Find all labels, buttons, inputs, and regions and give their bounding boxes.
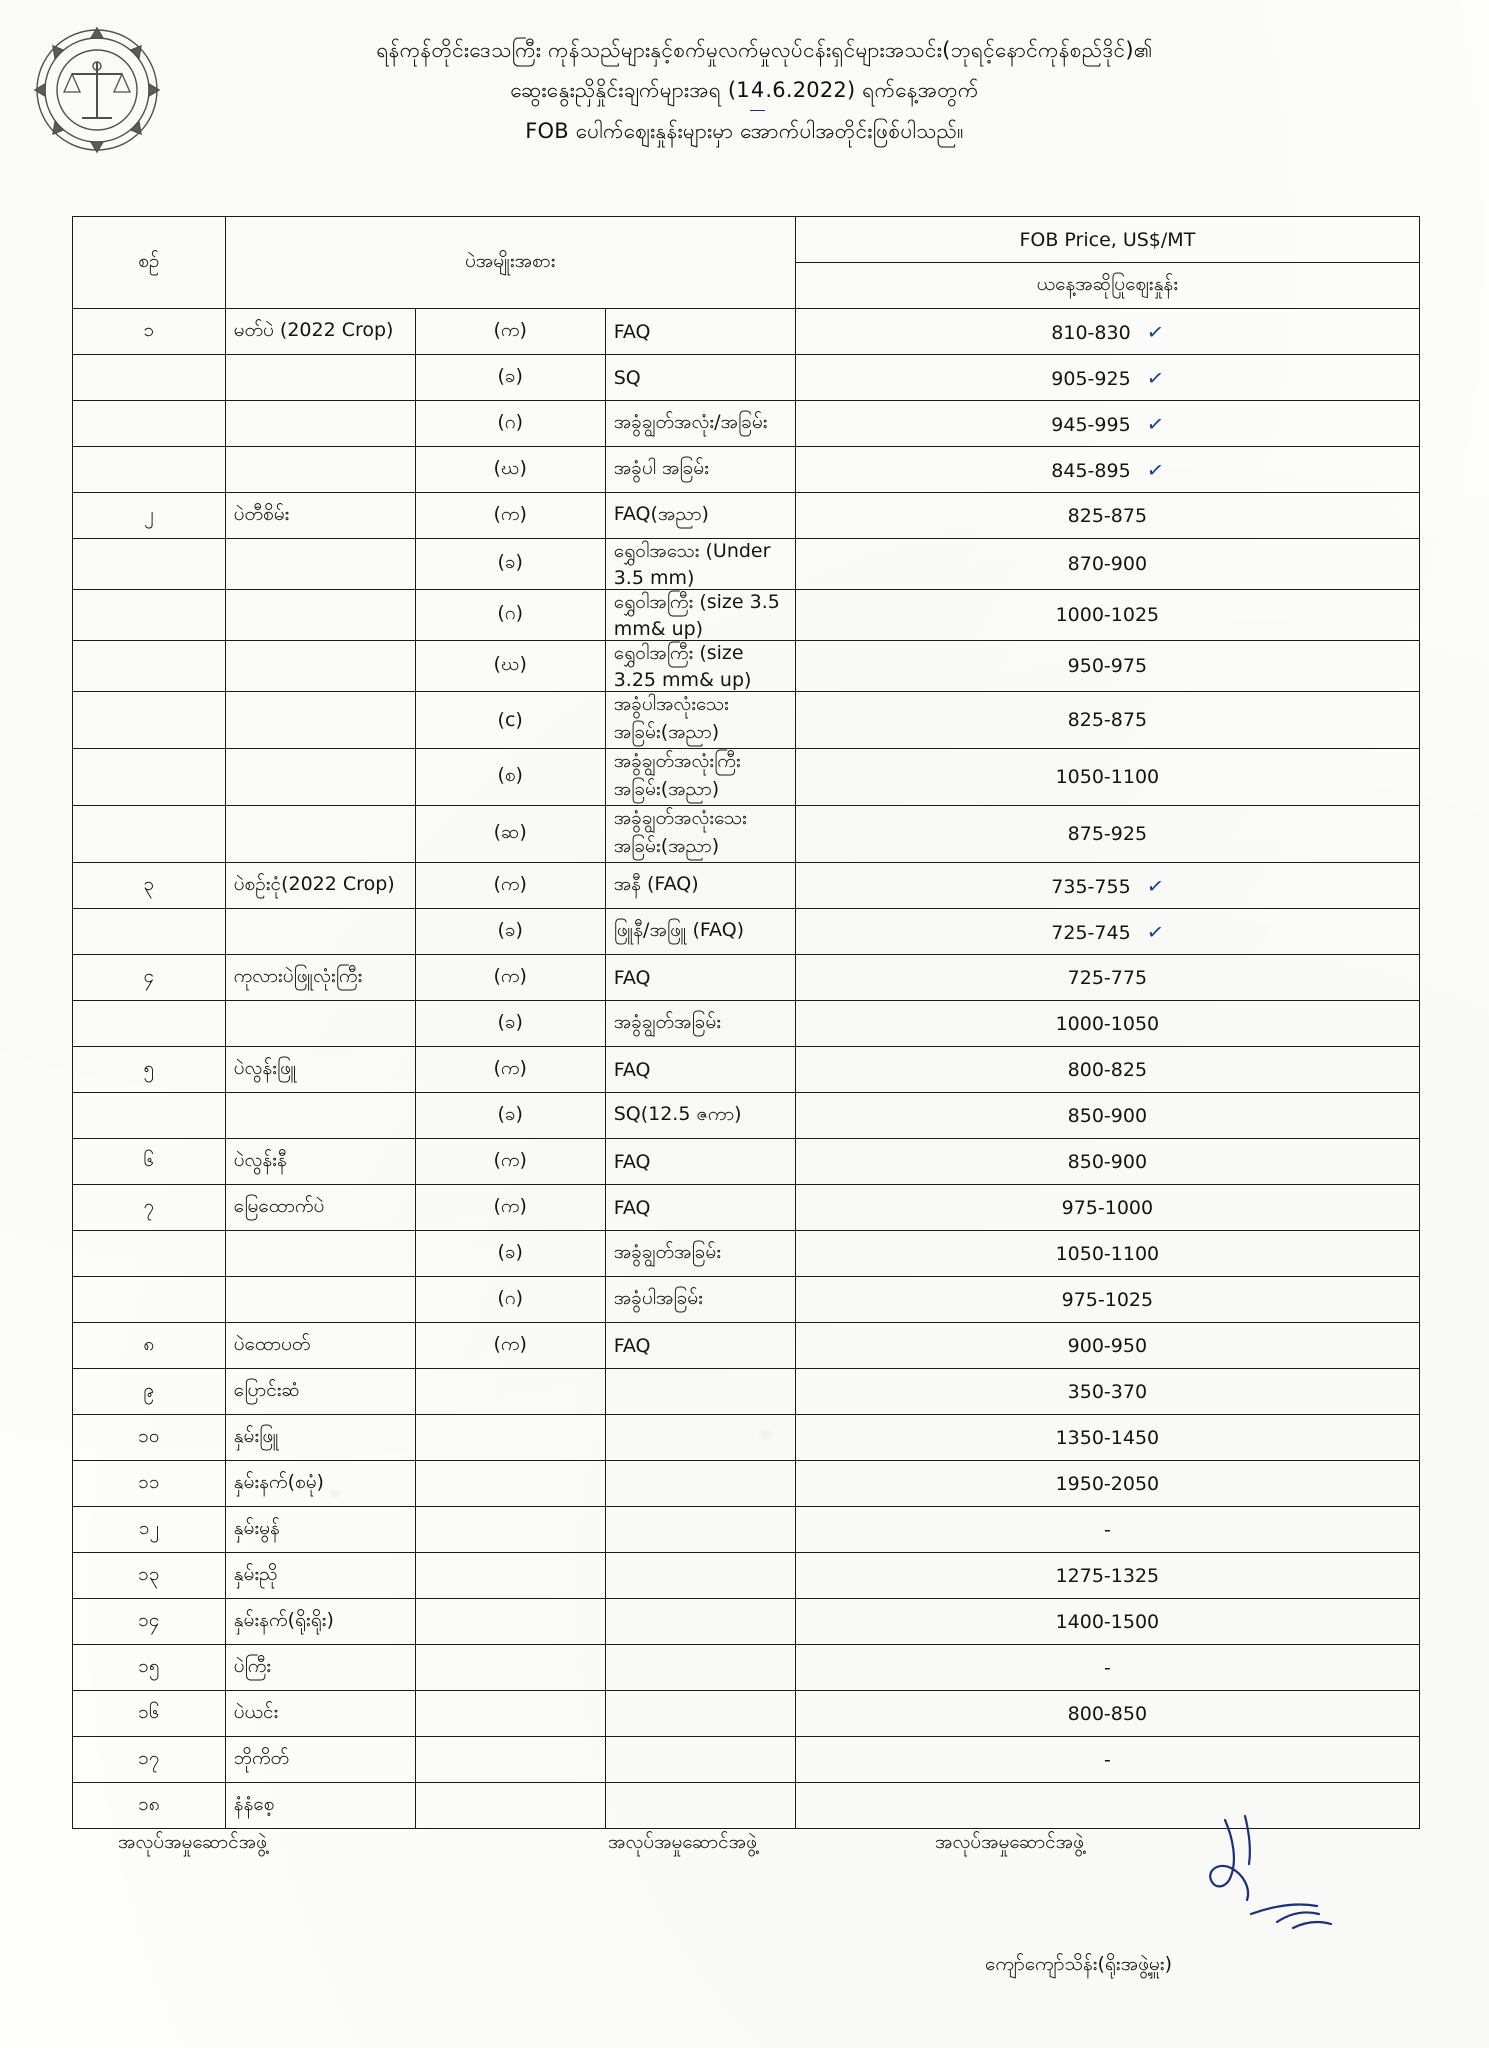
table-row bbox=[73, 493, 1420, 539]
check-mark-icon: ✓ bbox=[1145, 456, 1166, 483]
cell-grade-description: အခွံချွတ်အလုံး/အခြမ်း bbox=[605, 401, 795, 447]
cell-variety-name bbox=[225, 1093, 415, 1139]
table-row bbox=[73, 309, 1420, 355]
cell-variety-name: နှမ်းနက်(စမုံ) bbox=[225, 1461, 415, 1507]
price-value: 900-950 bbox=[1067, 1334, 1148, 1357]
cell-price bbox=[795, 309, 1419, 355]
price-value: 350-370 bbox=[1067, 1380, 1148, 1403]
cell-sub-label bbox=[415, 1507, 605, 1553]
cell-grade-description: အနီ (FAQ) bbox=[605, 863, 795, 909]
cell-variety-name bbox=[225, 1277, 415, 1323]
cell-serial-number: ၁ bbox=[73, 309, 226, 355]
cell-sub-label: (ဂ) bbox=[415, 401, 605, 447]
cell-grade-description bbox=[605, 1783, 795, 1829]
price-value: 850-900 bbox=[1067, 1104, 1148, 1127]
price-value: 1275-1325 bbox=[1055, 1564, 1160, 1587]
cell-sub-label bbox=[415, 1461, 605, 1507]
cell-grade-description: SQ bbox=[605, 355, 795, 401]
cell-sub-label: (က) bbox=[415, 955, 605, 1001]
cell-serial-number bbox=[73, 749, 226, 806]
cell-serial-number: ၁၁ bbox=[73, 1461, 226, 1507]
cell-grade-description: FAQ bbox=[605, 955, 795, 1001]
cell-grade-description bbox=[605, 1461, 795, 1507]
check-mark-icon: ✓ bbox=[1145, 364, 1166, 391]
cell-serial-number: ၁၀ bbox=[73, 1415, 226, 1461]
header-date-digit: 4 bbox=[750, 70, 766, 111]
cell-price bbox=[795, 1277, 1419, 1323]
signature-row bbox=[0, 1830, 1489, 1870]
table-row bbox=[73, 909, 1420, 955]
cell-variety-name bbox=[225, 1001, 415, 1047]
cell-serial-number: ၈ bbox=[73, 1323, 226, 1369]
cell-sub-label: (ခ) bbox=[415, 1001, 605, 1047]
cell-price bbox=[795, 1415, 1419, 1461]
table-row bbox=[73, 1139, 1420, 1185]
document-footer bbox=[0, 1830, 1489, 1975]
cell-variety-name bbox=[225, 806, 415, 863]
cell-serial-number: ၁၃ bbox=[73, 1553, 226, 1599]
table-row bbox=[73, 1691, 1420, 1737]
cell-sub-label: (ဃ) bbox=[415, 641, 605, 692]
cell-sub-label bbox=[415, 1691, 605, 1737]
cell-grade-description: အခွံချွတ်အလုံးသေးအခြမ်း(အညာ) bbox=[605, 806, 795, 863]
table-row bbox=[73, 1323, 1420, 1369]
price-value: 825-875 bbox=[1067, 504, 1148, 527]
cell-price bbox=[795, 692, 1419, 749]
price-value: - bbox=[1103, 1518, 1111, 1541]
cell-grade-description: FAQ bbox=[605, 1139, 795, 1185]
cell-serial-number bbox=[73, 641, 226, 692]
cell-grade-description: FAQ bbox=[605, 309, 795, 355]
cell-grade-description bbox=[605, 1737, 795, 1783]
cell-grade-description bbox=[605, 1369, 795, 1415]
price-value: 725-775 bbox=[1067, 966, 1148, 989]
cell-variety-name: မြေထောက်ပဲ bbox=[225, 1185, 415, 1231]
cell-serial-number: ၂ bbox=[73, 493, 226, 539]
check-mark-icon: ✓ bbox=[1145, 410, 1166, 437]
cell-sub-label: (က) bbox=[415, 309, 605, 355]
cell-price bbox=[795, 1231, 1419, 1277]
price-value: 870-900 bbox=[1067, 553, 1148, 575]
signer-name: ကျော်ကျော်သိန်း(ရိုးအဖွဲ့မှူး) bbox=[985, 1953, 1173, 1975]
table-row bbox=[73, 1553, 1420, 1599]
cell-price bbox=[795, 955, 1419, 1001]
table-row bbox=[73, 806, 1420, 863]
cell-serial-number: ၃ bbox=[73, 863, 226, 909]
price-value: 1000-1025 bbox=[1055, 604, 1160, 626]
cell-grade-description: FAQ(အညာ) bbox=[605, 493, 795, 539]
cell-sub-label: (က) bbox=[415, 1323, 605, 1369]
cell-variety-name: နှမ်းညို bbox=[225, 1553, 415, 1599]
cell-sub-label: (ဃ) bbox=[415, 447, 605, 493]
table-row bbox=[73, 1461, 1420, 1507]
table-row bbox=[73, 401, 1420, 447]
cell-sub-label: (ခ) bbox=[415, 1231, 605, 1277]
table-row bbox=[73, 1507, 1420, 1553]
cell-variety-name: နှမ်းမွန် bbox=[225, 1507, 415, 1553]
cell-variety-name bbox=[225, 447, 415, 493]
price-value: 1050-1100 bbox=[1055, 766, 1160, 788]
price-value: 1000-1050 bbox=[1055, 1012, 1160, 1035]
cell-sub-label: (ဂ) bbox=[415, 590, 605, 641]
cell-price bbox=[795, 590, 1419, 641]
table-row bbox=[73, 447, 1420, 493]
cell-variety-name bbox=[225, 749, 415, 806]
cell-serial-number bbox=[73, 1093, 226, 1139]
table-body bbox=[73, 309, 1420, 1829]
price-value: 905-925 bbox=[1051, 367, 1131, 390]
cell-variety-name bbox=[225, 641, 415, 692]
cell-serial-number bbox=[73, 401, 226, 447]
cell-variety-name bbox=[225, 692, 415, 749]
price-value: - bbox=[1103, 1748, 1111, 1771]
cell-serial-number bbox=[73, 539, 226, 590]
cell-variety-name: ပဲယင်း bbox=[225, 1691, 415, 1737]
cell-serial-number: ၁၆ bbox=[73, 1691, 226, 1737]
cell-serial-number bbox=[73, 1231, 226, 1277]
table-row bbox=[73, 1783, 1420, 1829]
table-row bbox=[73, 641, 1420, 692]
cell-serial-number bbox=[73, 1277, 226, 1323]
cell-grade-description: အခွံပါအခြမ်း bbox=[605, 1277, 795, 1323]
cell-price bbox=[795, 1139, 1419, 1185]
cell-variety-name: ပဲလွန်းနီ bbox=[225, 1139, 415, 1185]
price-value: 850-900 bbox=[1067, 1150, 1148, 1173]
cell-serial-number bbox=[73, 447, 226, 493]
cell-grade-description: ရွှေဝါအသေး (Under 3.5 mm) bbox=[605, 539, 795, 590]
check-mark-icon: ✓ bbox=[1145, 918, 1166, 945]
cell-price bbox=[795, 447, 1419, 493]
cell-price bbox=[795, 749, 1419, 806]
cell-variety-name bbox=[225, 355, 415, 401]
table-row bbox=[73, 355, 1420, 401]
cell-price bbox=[795, 909, 1419, 955]
cell-grade-description: ရွှေဝါအကြီး (size 3.25 mm& up) bbox=[605, 641, 795, 692]
column-header-no: စဉ် bbox=[73, 217, 226, 309]
price-value: 800-850 bbox=[1067, 1702, 1148, 1725]
price-value: - bbox=[1103, 1656, 1111, 1679]
cell-variety-name: ပဲထောပတ် bbox=[225, 1323, 415, 1369]
cell-price bbox=[795, 641, 1419, 692]
cell-variety-name: မတ်ပဲ (2022 Crop) bbox=[225, 309, 415, 355]
cell-serial-number bbox=[73, 1001, 226, 1047]
cell-variety-name: ပဲစဉ်းငုံ(2022 Crop) bbox=[225, 863, 415, 909]
cell-variety-name: ပဲတီစိမ်း bbox=[225, 493, 415, 539]
signature-block-3: အလုပ်အမှုဆောင်အဖွဲ့ bbox=[935, 1831, 1084, 1853]
header-line-2-pre: ဆွေးနွေးညှိနှိုင်းချက်များအရ (1 bbox=[510, 78, 750, 102]
table-row bbox=[73, 1185, 1420, 1231]
cell-price bbox=[795, 1461, 1419, 1507]
cell-variety-name: နှမ်းနက်(ရိုးရိုး) bbox=[225, 1599, 415, 1645]
table-row bbox=[73, 1369, 1420, 1415]
table-row bbox=[73, 1645, 1420, 1691]
cell-price bbox=[795, 1093, 1419, 1139]
price-value: 1400-1500 bbox=[1055, 1610, 1160, 1633]
cell-grade-description: အခွံပါ အခြမ်း bbox=[605, 447, 795, 493]
signature-block-1: အလုပ်အမှုဆောင်အဖွဲ့ bbox=[118, 1831, 267, 1853]
column-header-price-sub: ယနေ့အဆိုပြုဈေးနှုန်း bbox=[795, 263, 1419, 309]
cell-variety-name bbox=[225, 1231, 415, 1277]
cell-price bbox=[795, 1507, 1419, 1553]
cell-grade-description: SQ(12.5 ဇကာ) bbox=[605, 1093, 795, 1139]
table-row bbox=[73, 1277, 1420, 1323]
table-row bbox=[73, 1047, 1420, 1093]
cell-sub-label: (ဂ) bbox=[415, 1277, 605, 1323]
price-value: 950-975 bbox=[1067, 655, 1148, 677]
table-row bbox=[73, 692, 1420, 749]
header-line-1: ရန်ကုန်တိုင်းဒေသကြီး ကုန်သည်များနှင့်စက်မှုလက်မှုလုပ်ငန်းရှင်များအသင်း(ဘုရင့်နောင်ကုန်စည်ဒိုင်)၏ bbox=[376, 38, 1153, 62]
cell-price bbox=[795, 1645, 1419, 1691]
cell-sub-label bbox=[415, 1645, 605, 1691]
cell-price bbox=[795, 1185, 1419, 1231]
cell-grade-description: FAQ bbox=[605, 1323, 795, 1369]
cell-price bbox=[795, 1599, 1419, 1645]
cell-sub-label: (က) bbox=[415, 1185, 605, 1231]
table-row bbox=[73, 539, 1420, 590]
table-row bbox=[73, 1737, 1420, 1783]
cell-sub-label: (က) bbox=[415, 1047, 605, 1093]
cell-grade-description bbox=[605, 1415, 795, 1461]
cell-grade-description: အခွံပါအလုံးသေးအခြမ်း(အညာ) bbox=[605, 692, 795, 749]
cell-price bbox=[795, 1737, 1419, 1783]
price-value: 1050-1100 bbox=[1055, 1242, 1160, 1265]
cell-variety-name: ပြောင်းဆံ bbox=[225, 1369, 415, 1415]
cell-serial-number bbox=[73, 590, 226, 641]
cell-serial-number: ၇ bbox=[73, 1185, 226, 1231]
cell-serial-number: ၄ bbox=[73, 955, 226, 1001]
cell-grade-description bbox=[605, 1599, 795, 1645]
price-value: 845-895 bbox=[1051, 459, 1131, 482]
table-head bbox=[73, 217, 1420, 309]
price-value: 735-755 bbox=[1051, 875, 1131, 898]
cell-sub-label: (က) bbox=[415, 493, 605, 539]
cell-grade-description bbox=[605, 1507, 795, 1553]
cell-serial-number: ၉ bbox=[73, 1369, 226, 1415]
header-line-2 bbox=[0, 70, 1489, 111]
cell-price bbox=[795, 1323, 1419, 1369]
table-row bbox=[73, 590, 1420, 641]
cell-sub-label: (ဆ) bbox=[415, 806, 605, 863]
cell-price bbox=[795, 1047, 1419, 1093]
check-mark-icon: ✓ bbox=[1145, 872, 1166, 899]
cell-serial-number: ၁၅ bbox=[73, 1645, 226, 1691]
cell-grade-description bbox=[605, 1691, 795, 1737]
cell-sub-label: (က) bbox=[415, 863, 605, 909]
cell-variety-name: ကုလားပဲဖြူလုံးကြီး bbox=[225, 955, 415, 1001]
cell-serial-number bbox=[73, 355, 226, 401]
cell-sub-label: (ခ) bbox=[415, 355, 605, 401]
cell-price bbox=[795, 1783, 1419, 1829]
cell-variety-name bbox=[225, 401, 415, 447]
cell-sub-label: (ခ) bbox=[415, 1093, 605, 1139]
table-row bbox=[73, 1415, 1420, 1461]
table-row bbox=[73, 863, 1420, 909]
price-value: 1350-1450 bbox=[1055, 1426, 1160, 1449]
cell-price bbox=[795, 1691, 1419, 1737]
cell-variety-name: ပဲလွန်းဖြူ bbox=[225, 1047, 415, 1093]
column-header-price: FOB Price, US$/MT bbox=[795, 217, 1419, 263]
cell-price bbox=[795, 355, 1419, 401]
cell-serial-number: ၁၈ bbox=[73, 1783, 226, 1829]
cell-serial-number: ၁၇ bbox=[73, 1737, 226, 1783]
cell-serial-number bbox=[73, 909, 226, 955]
cell-variety-name: ဘိုကိတ် bbox=[225, 1737, 415, 1783]
cell-price bbox=[795, 1001, 1419, 1047]
cell-variety-name: ပဲကြီး bbox=[225, 1645, 415, 1691]
cell-sub-label: (c) bbox=[415, 692, 605, 749]
cell-serial-number bbox=[73, 806, 226, 863]
column-header-variety: ပဲအမျိုးအစား bbox=[225, 217, 795, 309]
cell-price bbox=[795, 401, 1419, 447]
cell-sub-label bbox=[415, 1783, 605, 1829]
cell-grade-description: FAQ bbox=[605, 1185, 795, 1231]
cell-price bbox=[795, 806, 1419, 863]
cell-serial-number: ၅ bbox=[73, 1047, 226, 1093]
cell-sub-label: (ခ) bbox=[415, 539, 605, 590]
fob-price-table bbox=[72, 216, 1420, 1829]
cell-price bbox=[795, 1553, 1419, 1599]
cell-serial-number: ၁၄ bbox=[73, 1599, 226, 1645]
cell-sub-label bbox=[415, 1553, 605, 1599]
price-value: 875-925 bbox=[1067, 823, 1148, 845]
signature-block-2: အလုပ်အမှုဆောင်အဖွဲ့ bbox=[608, 1831, 757, 1853]
cell-grade-description: ရွှေဝါအကြီး (size 3.5 mm& up) bbox=[605, 590, 795, 641]
cell-variety-name: နှမ်းဖြူ bbox=[225, 1415, 415, 1461]
cell-price bbox=[795, 539, 1419, 590]
table-row bbox=[73, 1231, 1420, 1277]
cell-sub-label: (က) bbox=[415, 1139, 605, 1185]
table-row bbox=[73, 1093, 1420, 1139]
price-value: 810-830 bbox=[1051, 321, 1131, 344]
cell-sub-label bbox=[415, 1415, 605, 1461]
cell-price bbox=[795, 863, 1419, 909]
table-row bbox=[73, 955, 1420, 1001]
check-mark-icon: ✓ bbox=[1145, 318, 1166, 345]
table-row bbox=[73, 1001, 1420, 1047]
cell-variety-name bbox=[225, 909, 415, 955]
cell-grade-description: ဖြူနီ/အဖြူ (FAQ) bbox=[605, 909, 795, 955]
cell-sub-label bbox=[415, 1369, 605, 1415]
price-value: 1950-2050 bbox=[1055, 1472, 1160, 1495]
cell-variety-name bbox=[225, 590, 415, 641]
price-value: 945-995 bbox=[1051, 413, 1131, 436]
cell-serial-number: ၁၂ bbox=[73, 1507, 226, 1553]
cell-sub-label bbox=[415, 1599, 605, 1645]
cell-serial-number: ၆ bbox=[73, 1139, 226, 1185]
cell-grade-description: အခွံချွတ်အခြမ်း bbox=[605, 1001, 795, 1047]
cell-grade-description bbox=[605, 1645, 795, 1691]
header-line-3: FOB ပေါက်ဈေးနှုန်းများမှာ အောက်ပါအတိုင်းဖြစ်ပါသည်။ bbox=[525, 119, 964, 143]
cell-serial-number bbox=[73, 692, 226, 749]
document-header bbox=[0, 30, 1489, 151]
price-value: 725-745 bbox=[1051, 921, 1131, 944]
table-row bbox=[73, 1599, 1420, 1645]
cell-variety-name: နံနံစေ့ bbox=[225, 1783, 415, 1829]
price-value: 825-875 bbox=[1067, 709, 1148, 731]
cell-grade-description: အခွံချွတ်အလုံးကြီးအခြမ်း(အညာ) bbox=[605, 749, 795, 806]
cell-grade-description: FAQ bbox=[605, 1047, 795, 1093]
table-header-row-1 bbox=[73, 217, 1420, 263]
cell-grade-description: အခွံချွတ်အခြမ်း bbox=[605, 1231, 795, 1277]
price-value: 800-825 bbox=[1067, 1058, 1148, 1081]
price-value: 975-1000 bbox=[1061, 1196, 1154, 1219]
table-row bbox=[73, 749, 1420, 806]
header-line-2-post: .6.2022) ရက်နေ့အတွက် bbox=[765, 78, 979, 102]
cell-sub-label: (ခ) bbox=[415, 909, 605, 955]
cell-variety-name bbox=[225, 539, 415, 590]
cell-sub-label bbox=[415, 1737, 605, 1783]
price-value: 975-1025 bbox=[1061, 1288, 1154, 1311]
cell-price bbox=[795, 493, 1419, 539]
cell-grade-description bbox=[605, 1553, 795, 1599]
cell-sub-label: (စ) bbox=[415, 749, 605, 806]
cell-price bbox=[795, 1369, 1419, 1415]
